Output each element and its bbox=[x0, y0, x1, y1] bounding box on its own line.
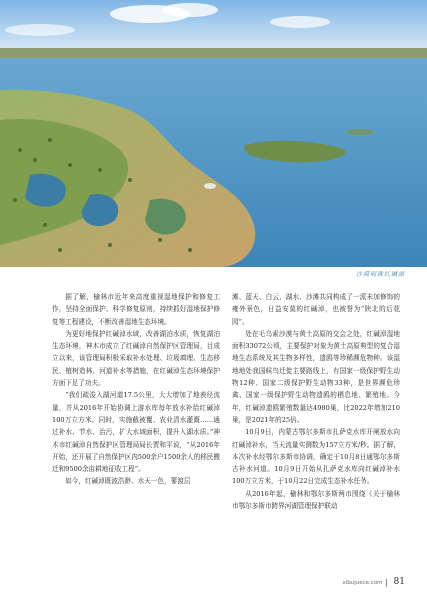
paragraph: 据了解，榆林市近年来高度重视湿地保护和修复工作，坚持全面保护、科学修复原则，持续抓好湿地保护修复等工程建设，不断改善湿地生态环境。 bbox=[52, 293, 220, 326]
page-footer bbox=[342, 577, 405, 587]
paragraph: 如今，红碱淖既波浩渺、水天一色，蓼渡层 bbox=[65, 477, 191, 486]
website-link[interactable]: xibujuece.com bbox=[342, 580, 383, 586]
paragraph: 为更好地保护红碱淖水域，改善湖泊水质，恢复湖泊生态环境，神木市成立了红碱淖自然保护区管理局，目成立以来，该管理局积极采取补水处理、垃圾填埋、生态移民、植树造林、河道补水等措施，在红碱淖生态环境保护方面下足了功夫。 bbox=[52, 329, 220, 388]
photo-caption: 沙漠明珠红碱淖 bbox=[355, 271, 405, 278]
paragraph: 10月9日，内蒙古鄂尔多斯市扎萨克水库开闸放水向红碱淖补水，当天流量实测数为157立方米/秒。据了解，本次补水经鄂尔多斯市协调，确定于10月8日通鄂尔多斯古补水河道。10月9日开始从扎萨克水库向红碱淖补水100万立方米，于10月22日完成生态补水任务。 bbox=[232, 428, 400, 486]
lake-aerial-photo bbox=[0, 0, 427, 267]
article-column-right bbox=[232, 291, 400, 512]
article-column-left bbox=[52, 291, 220, 488]
paragraph: 处在毛乌素沙漠与黄土高原的交会之处，红碱淖湿地面积33072公顷，主要保护对象为黄土高原典型的复合湿地生态系统及其生物多样性，遗鸥等珍稀濒危物种。该湿地地处我国候鸟迁徙主要路线上，有国家一级保护野生动物12种、国家二级保护野生动物33种，是世界濒危珍禽、国家一级保护野生动物遗鸥的栖息地、繁殖地。今年，红碱淖遗鸥繁殖数量达4980巢，比2022年增加210巢，是2021年的25倍。 bbox=[232, 329, 400, 424]
paragraph: “我们疏浚入湖河道17.5公里，大大增加了地表径流量，并从2016年开始协调上游水库每年放水补给红碱淖100万立方米。同时，实施截被覆、农业清水灌溉……通过补水、节水、治污，扩大水域面积，提升入湖水质。”神木市红碱淖自然保护区管理局局长贾和平说，“从2016年开始，还开展了自然保护区内500余户1500余人的移民搬迁和9500余亩耕地征收工程”。 bbox=[52, 391, 220, 474]
paragraph: 滩、蓝天、白云、湖水、沙滩共同构成了一派未加修饰的雍外景色，日益安莫的红碱淖，也被誉为“陕北的后花园”。 bbox=[232, 293, 400, 326]
lake-landscape-illustration bbox=[0, 0, 427, 267]
page-number: 81 bbox=[393, 577, 405, 587]
footer-divider bbox=[386, 579, 387, 587]
paragraph: 从2016年起，榆林和鄂尔多斯两市围绕《关于榆林市鄂尔多斯市跨界河湖管理保护联动 bbox=[232, 489, 400, 511]
